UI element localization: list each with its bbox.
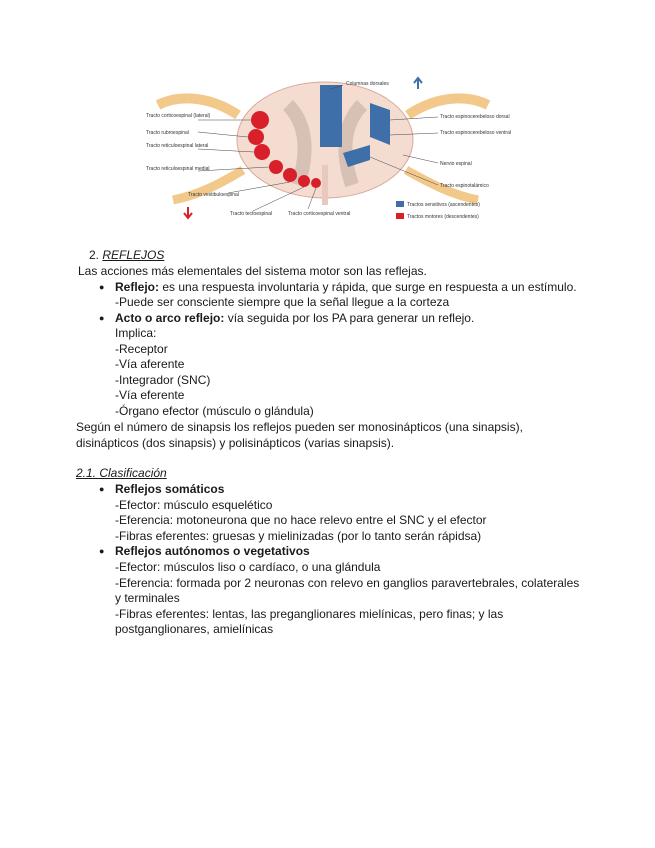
list-item: -Efector: músculos liso o cardíaco, o una glándula [115,560,381,574]
implica-label: Implica: [115,326,157,340]
reticulospinal-medial-tract [269,160,283,174]
spinal-cord-tracts-figure [138,75,516,227]
tectospinal-tract [298,175,310,187]
arco-reflejo-term: Acto o arco reflejo: [115,311,225,325]
bullet-reflejo [115,280,577,295]
legend-motor-swatch [396,213,404,219]
list-item: -Vía aferente [115,357,185,371]
reflejo-subpoint: -Puede ser consciente siempre que la señal llegue a la corteza [115,295,450,309]
dorsal-columns-tract [320,85,342,147]
list-item: -Fibras eferentes: gruesas y mielinizadas (por lo tanto serán rápidsa) [115,529,482,543]
list-item: -Fibras eferentes: lentas, las preganglionares mielínicas, pero finas; y las [115,607,504,621]
list-item: y terminales [115,591,180,605]
synapse-paragraph-line2: disinápticos (dos sinapsis) y polisinápticos (varias sinapsis). [76,436,395,450]
descending-arrow-icon [184,207,192,218]
bullet-dot: ● [99,313,105,323]
bullet-dot: ● [99,484,105,494]
label-corticospinal-lateral: Tracto corticoespinal (lateral) [146,113,211,119]
synapse-paragraph-line1: Según el número de sinapsis los reflejos pueden ser monosinápticos (una sinapsis), [76,420,523,434]
legend-sensory-swatch [396,201,404,207]
label-dorsal-columns: Columnas dorsales [346,81,389,87]
label-spinothalamic: Tracto espinotalámico [440,183,489,189]
vestibulospinal-tract [283,168,297,182]
list-item: -Efector: músculo esquelético [115,498,273,512]
ventral-fissure [322,165,328,205]
section2-intro: Las acciones más elementales del sistema motor son las reflejas. [78,264,427,278]
bullet-dot: ● [99,282,105,292]
label-spinal-nerve: Nervio espinal [440,161,472,167]
label-corticospinal-ventral: Tracto corticoespinal ventral [288,211,351,217]
reticulospinal-lateral-tract [254,144,270,160]
label-rubrospinal: Tracto rubroespinal [146,130,189,136]
list-item: -Órgano efector (músculo o glándula) [115,404,314,418]
arco-reflejo-definition: vía seguida por los PA para generar un reflejo. [224,311,475,325]
list-item: -Vía eferente [115,388,185,402]
ascending-arrow-icon [414,78,422,89]
section2-number: 2. [89,248,100,262]
list-item: -Eferencia: formada por 2 neuronas con relevo en ganglios paravertebrales, colaterales [115,576,580,590]
label-spinocerebellar-ventral: Tracto espinocerebeloso ventral [440,130,511,136]
bullet-dot: ● [99,546,105,556]
list-item: -Receptor [115,342,168,356]
corticospinal-ventral-tract [311,178,321,188]
autonomic-reflex-title: Reflejos autónomos o vegetativos [115,544,310,558]
section2-title: REFLEJOS [102,248,165,262]
label-spinocerebellar-dorsal: Tracto espinocerebeloso dorsal [440,114,510,120]
legend-motor-label: Tractos motores (descendentes) [407,214,479,220]
somatic-reflex-title: Reflejos somáticos [115,482,225,496]
section21-title: 2.1. Clasificación [76,466,167,480]
label-reticulospinal-lateral: Tracto reticuloespinal lateral [146,143,209,149]
reflejo-term: Reflejo: [115,280,160,294]
list-item: -Eferencia: motoneurona que no hace relevo entre el SNC y el efector [115,513,487,527]
label-tectospinal: Tracto tectoespinal [230,211,273,217]
list-item: -Integrador (SNC) [115,373,211,387]
label-vestibulospinal: Tracto vestibuloespinal [188,192,239,198]
right-upper-nerve [408,98,488,115]
bullet-arco-reflejo [115,311,474,326]
spinal-cord-diagram [138,75,516,227]
reflejo-definition: es una respuesta involuntaria y rápida, que surge en respuesta a un estímulo. [159,280,577,294]
rubrospinal-tract [248,129,264,145]
legend-sensory-label: Tractos sensitivos (ascendentes) [407,202,480,208]
list-item: postganglionares, amielínicas [115,622,274,636]
label-reticulospinal-medial: Tracto reticuloespinal medial [146,166,210,172]
section2-heading [89,248,164,263]
corticospinal-lateral-tract [251,111,269,129]
